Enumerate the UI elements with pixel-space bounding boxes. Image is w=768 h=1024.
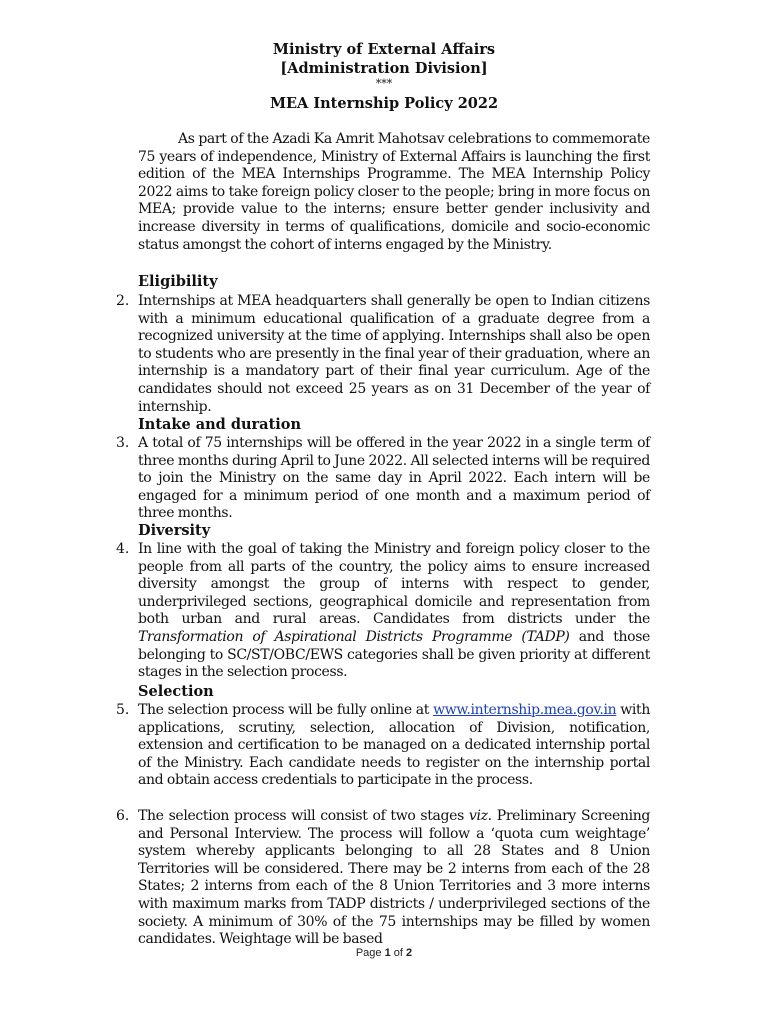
page-total: 2 (406, 947, 413, 959)
diversity-text-a: In line with the goal of taking the Ministry and foreign policy closer to the people from all parts of the country, the policy aims to ensure increased diversity amongst the group of interns with respect to gender, underprivileged sections, geographical domicile and representation from both urban and rural areas. Candidates from districts under the (138, 541, 650, 628)
page-footer (0, 947, 768, 959)
stages-text-a: The selection process will consist of two stages (138, 808, 464, 824)
selection-text-a: The selection process will be fully online at (138, 702, 430, 718)
selection-heading: Selection (138, 683, 214, 700)
selection-text-b: with applications, scrutiny, selection, allocation of Division, notification, extension and certification to be managed on a dedicated internship portal of the Ministry. Each candidate needs to register on the internship portal and obtain access credentials to participate in the process. (138, 702, 650, 789)
stages-paragraph (138, 808, 650, 949)
viz-italic: viz. (468, 808, 492, 824)
page-label: Page (355, 947, 382, 959)
diversity-number: 4. (116, 541, 130, 557)
page-current: 1 (384, 947, 391, 959)
intake-heading: Intake and duration (138, 416, 301, 433)
selection-paragraph (138, 702, 650, 790)
diversity-text-b: and those belonging to SC/ST/OBC/EWS categories shall be given priority at different stages in the selection process. (138, 628, 650, 681)
intake-number: 3. (116, 435, 130, 451)
intake-paragraph: A total of 75 internships will be offered in the year 2022 in a single term of three months during April to June 2022. All selected interns will be required to join the Ministry on the same day in April 2022. Each intern will be engaged for a minimum period of one month and a maximum period of three months. (138, 435, 650, 522)
diversity-heading: Diversity (138, 522, 211, 539)
eligibility-number: 2. (116, 293, 130, 309)
ministry-heading: Ministry of External Affairs (272, 41, 496, 58)
eligibility-paragraph: Internships at MEA headquarters shall generally be open to Indian citizens with a minimum educational qualification of a graduate degree from a recognized university at the time of applying. Internships shall also be open to students who are presently in the final year of their graduation, where an internship is a mandatory part of their final year curriculum. Age of the candidates should not exceed 25 years as on 31 December of the year of internship. (138, 293, 650, 415)
of-label: of (393, 947, 403, 959)
internship-portal-link[interactable]: www.internship.mea.gov.in (433, 702, 617, 718)
stages-number: 6. (116, 808, 130, 824)
document-title: MEA Internship Policy 2022 (269, 95, 499, 112)
division-heading: [Administration Division] (280, 60, 488, 77)
intro-paragraph (138, 131, 650, 254)
diversity-paragraph (138, 541, 650, 682)
separator: *** (375, 77, 393, 90)
stages-text-b: Preliminary Screening and Personal Interview. The process will follow a ‘quota cum weightage’ system whereby applicants belonging to all 28 States and 8 Union Territories will be considered. There may be 2 interns from each of the 28 States; 2 interns from each of the 8 Union Territories and 3 more interns with maximum marks from TADP districts / underprivileged sections of the society. A minimum of 30% of the 75 internships may be filled by women candidates. Weightage will be based (138, 808, 651, 948)
intro-text: As part of the Azadi Ka Amrit Mahotsav celebrations to commemorate 75 years of independence, Ministry of External Affairs is launching the first edition of the MEA Internships Programme. The MEA Internship Policy 2022 aims to take foreign policy closer to the people; bring in more focus on MEA; provide value to the interns; ensure better gender inclusivity and increase diversity in terms of qualifications, domicile and socio-economic status amongst the cohort of interns engaged by the Ministry. (138, 131, 650, 253)
selection-number: 5. (116, 702, 130, 718)
tadp-italic: Transformation of Aspirational Districts Programme (TADP) (138, 628, 570, 645)
eligibility-heading: Eligibility (138, 273, 218, 290)
